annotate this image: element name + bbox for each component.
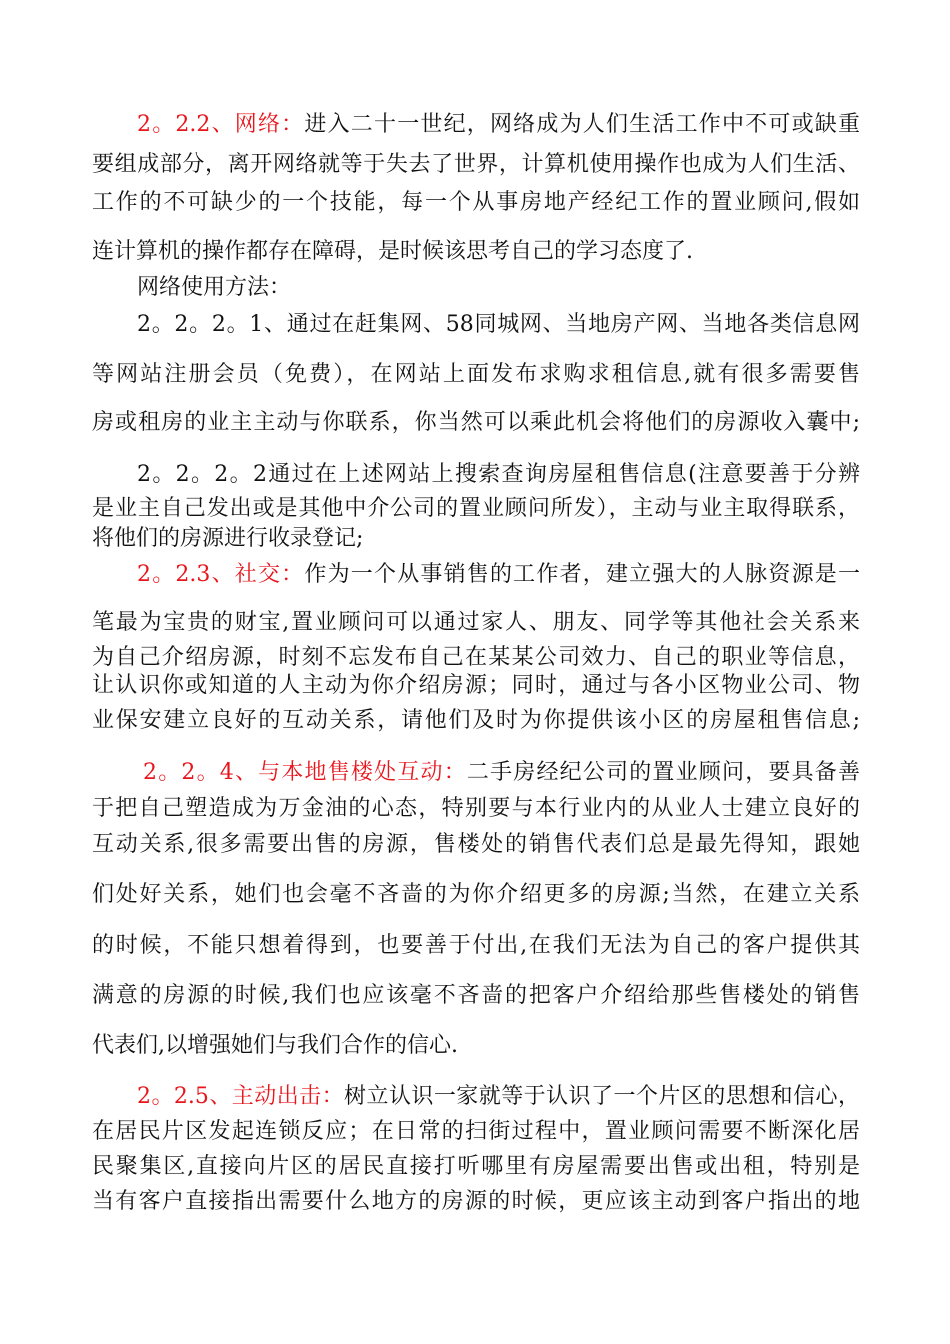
item1-line-1: 2。2。2。1、通过在赶集网、58同城网、当地房产网、当地各类信息网 <box>137 312 860 337</box>
paragraph-proactive-line-3: 民聚集区,直接向片区的居民直接打听哪里有房屋需要出售或出租，特别是 <box>92 1154 860 1179</box>
paragraph-network-line-1: 2。2.2、网络：进入二十一世纪，网络成为人们生活工作中不可或缺重 <box>137 112 860 137</box>
paragraph-social-line-1: 2。2.3、社交：作为一个从事销售的工作者，建立强大的人脉资源是一 <box>137 562 860 587</box>
paragraph-sales-office-line-2: 于把自己塑造成为万金油的心态，特别要与本行业内的从业人士建立良好的 <box>92 796 860 821</box>
paragraph-social-line-3: 为自己介绍房源，时刻不忘发布自己在某某公司效力、自己的职业等信息， <box>92 645 860 670</box>
paragraph-sales-office-line-5: 的时候，不能只想着得到，也要善于付出,在我们无法为自己的客户提供其 <box>92 933 860 958</box>
paragraph-sales-office-line-6: 满意的房源的时候,我们也应该毫不吝啬的把客户介绍给那些售楼处的销售 <box>92 983 860 1008</box>
section-heading-proactive: 2。2.5、主动出击： <box>137 1084 345 1109</box>
paragraph-sales-office-line-4: 们处好关系，她们也会毫不吝啬的为你介绍更多的房源;当然，在建立关系 <box>92 882 860 907</box>
paragraph-proactive-line-2: 在居民片区发起连锁反应；在日常的扫街过程中，置业顾问需要不断深化居 <box>92 1119 860 1144</box>
item1-line-3: 房或租房的业主主动与你联系，你当然可以乘此机会将他们的房源收入囊中; <box>92 410 860 435</box>
paragraph-proactive-line-4: 当有客户直接指出需要什么地方的房源的时候，更应该主动到客户指出的地 <box>92 1189 860 1214</box>
paragraph-proactive-line-1: 2。2.5、主动出击：树立认识一家就等于认识了一个片区的思想和信心， <box>137 1084 860 1109</box>
section-heading-network: 2。2.2、网络： <box>137 112 305 137</box>
paragraph-network-line-4: 连计算机的操作都存在障碍，是时候该思考自己的学习态度了. <box>92 239 693 264</box>
paragraph-social-line-2: 笔最为宝贵的财宝,置业顾问可以通过家人、朋友、同学等其他社会关系来 <box>92 610 860 635</box>
network-method-title: 网络使用方法： <box>137 275 292 300</box>
paragraph-social-line-4: 让认识你或知道的人主动为你介绍房源；同时，通过与各小区物业公司、物 <box>92 673 860 698</box>
paragraph-sales-office-line-1: 2。2。4、与本地售楼处互动：二手房经纪公司的置业顾问，要具备善 <box>143 760 860 785</box>
section-heading-social: 2。2.3、社交： <box>137 562 305 587</box>
paragraph-social-line-5: 业保安建立良好的互动关系，请他们及时为你提供该小区的房屋租售信息; <box>92 708 860 733</box>
paragraph-network-line-2: 要组成部分，离开网络就等于失去了世界，计算机使用操作也成为人们生活、 <box>92 152 860 177</box>
paragraph-network-line-3: 工作的不可缺少的一个技能，每一个从事房地产经纪工作的置业顾问,假如 <box>92 190 860 215</box>
item2-line-3: 将他们的房源进行收录登记; <box>92 526 364 551</box>
item2-line-2: 是业主自己发出或是其他中介公司的置业顾问所发），主动与业主取得联系， <box>92 496 860 521</box>
item1-line-2: 等网站注册会员（免费），在网站上面发布求购求租信息,就有很多需要售 <box>92 362 860 387</box>
item2-line-1: 2。2。2。2通过在上述网站上搜索查询房屋租售信息(注意要善于分辨 <box>137 462 860 487</box>
paragraph-sales-office-line-7: 代表们,以增强她们与我们合作的信心. <box>92 1033 458 1058</box>
section-heading-sales-office: 2。2。4、与本地售楼处互动： <box>143 760 467 785</box>
paragraph-sales-office-line-3: 互动关系,很多需要出售的房源，售楼处的销售代表们总是最先得知，跟她 <box>92 832 860 857</box>
